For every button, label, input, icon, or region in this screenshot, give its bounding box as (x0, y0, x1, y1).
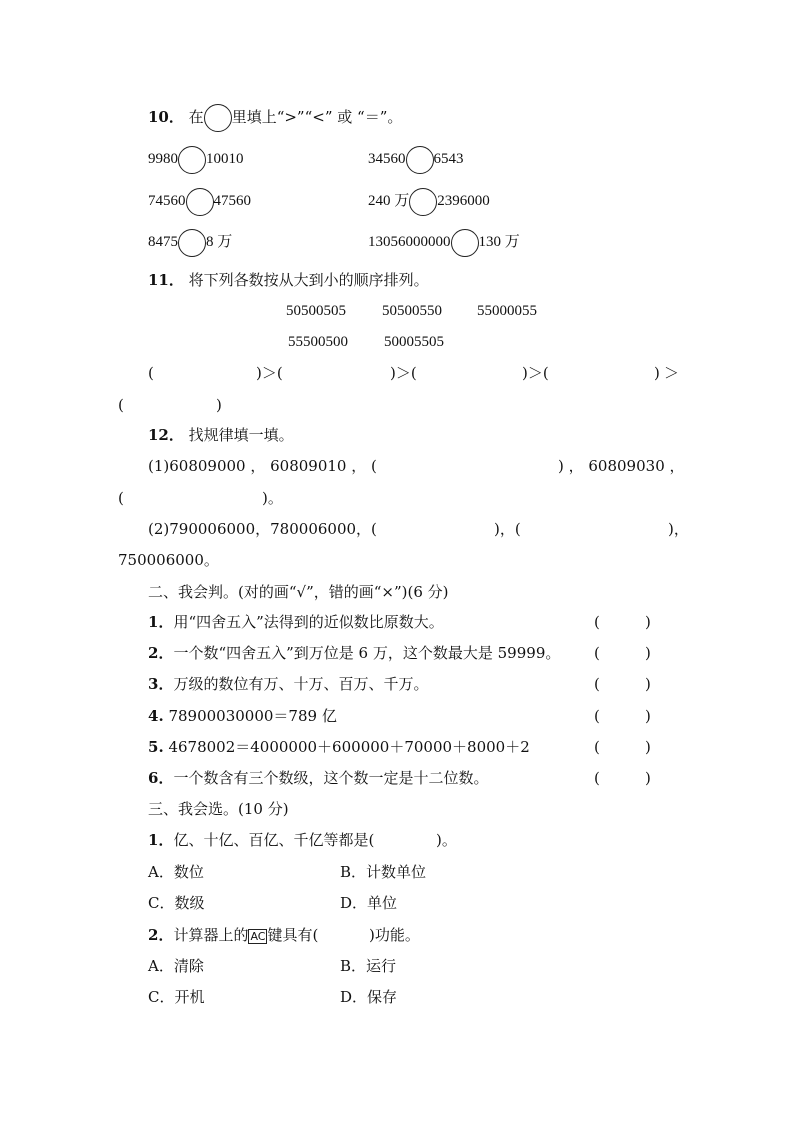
choice-option[interactable]: C．开机 (148, 988, 205, 1006)
choice-question: 2．计算器上的 AC 键具有( (148, 926, 319, 944)
compare-right: 2396000 (437, 193, 490, 209)
compare-right: 8 万 (206, 234, 233, 250)
judge-item: 3．万级的数位有万、十万、百万、千万。 (148, 675, 429, 693)
answer-paren-open[interactable]: ( (594, 769, 600, 787)
judge-item: 2．一个数“四舍五入”到万位是 6 万，这个数最大是 59999。 (148, 644, 561, 662)
q11-text: 将下列各数按从大到小的顺序排列。 (188, 271, 429, 289)
compare-right: 47560 (213, 193, 251, 209)
choice-option[interactable]: B．运行 (340, 957, 397, 975)
answer-paren-open[interactable]: ( (594, 707, 600, 725)
answer-paren-close: ) (645, 769, 651, 787)
q11-number: 11 (148, 271, 169, 289)
compare-row (148, 149, 244, 169)
judge-item: 4. 78900030000＝789 亿 (148, 707, 337, 725)
q11-prompt: 11． 将下列各数按从大到小的顺序排列。 (148, 271, 429, 289)
q12-number: 12 (148, 426, 169, 444)
judge-item: 1．用“四舍五入”法得到的近似数比原数大。 (148, 613, 444, 631)
compare-right: 10010 (206, 151, 244, 167)
q12-line1-b: ) ， 60809030 ， (558, 457, 685, 475)
choice-question: 1．亿、十亿、百亿、千亿等都是( (148, 831, 375, 849)
answer-paren-close: ) (645, 738, 651, 756)
choice-option[interactable]: D．保存 (340, 988, 398, 1006)
q12-line2-a: (2)790006000，780006000，( (148, 520, 377, 538)
ac-key-icon: AC (250, 929, 266, 943)
answer-paren-close: ) (645, 613, 651, 631)
choice-option[interactable]: B．计数单位 (340, 863, 427, 881)
blank-separator: )＞( (390, 364, 417, 382)
q12-text: 找规律填一填。 (188, 426, 294, 444)
q12-prompt: 12． 找规律填一填。 (148, 426, 294, 444)
choice-option[interactable]: C．数级 (148, 894, 205, 912)
compare-right: 130 万 (478, 234, 520, 250)
answer-paren-open[interactable]: ( (594, 675, 600, 693)
answer-paren-open[interactable]: ( (594, 613, 600, 631)
blank-close: ) (654, 364, 660, 382)
judge-item: 5. 4678002＝4000000＋600000＋70000＋8000＋2 (148, 738, 530, 756)
answer-paren-open[interactable]: ( (594, 738, 600, 756)
answer-circle[interactable] (186, 188, 214, 216)
choice-option[interactable]: A．清除 (148, 957, 204, 975)
number-item: 50500505 (286, 303, 346, 319)
answer-paren-close: ) (645, 675, 651, 693)
q12-line1-c: ( (118, 489, 124, 507)
answer-circle (204, 104, 232, 132)
compare-row (148, 191, 251, 211)
q10-number: 10 (148, 108, 169, 126)
q10-prompt-b: 里填上“>”“<” 或 “＝”。 (231, 108, 403, 126)
compare-row (368, 232, 520, 252)
q12-line1-d: )。 (262, 489, 283, 507)
answer-circle[interactable] (409, 188, 437, 216)
choice-option[interactable]: A．数位 (148, 863, 204, 881)
answer-paren-close: ) (645, 644, 651, 662)
judge-item: 6．一个数含有三个数级，这个数一定是十二位数。 (148, 769, 489, 787)
compare-row (368, 191, 490, 211)
number-item: 55000055 (477, 303, 537, 319)
compare-left: 240 万 (368, 193, 410, 209)
compare-left: 34560 (368, 151, 406, 167)
section-2-title: 二、我会判。(对的画“√”，错的画“×”)(6 分) (148, 583, 449, 601)
gt-sign: ＞ (664, 364, 680, 382)
q10-prompt-a: 在 (188, 108, 204, 126)
blank-close: ) (216, 396, 222, 414)
q12-line2-c: )， (668, 520, 689, 538)
compare-right: 6543 (433, 151, 464, 167)
compare-left: 74560 (148, 193, 186, 209)
compare-left: 9980 (148, 151, 178, 167)
answer-circle[interactable] (451, 229, 479, 257)
compare-left: 8475 (148, 234, 178, 250)
blank-separator: )＞( (256, 364, 283, 382)
answer-circle[interactable] (406, 146, 434, 174)
answer-paren-open[interactable]: ( (594, 644, 600, 662)
q12-line2-d: 750006000。 (118, 551, 219, 569)
answer-paren-close: ) (645, 707, 651, 725)
compare-left: 13056000000 (368, 234, 451, 250)
q12-line2-b: )，( (494, 520, 521, 538)
blank-separator: )＞( (522, 364, 549, 382)
choice-question-end: )。 (436, 831, 457, 849)
q12-line1-a: (1)60809000 ， 60809010 ， ( (148, 457, 377, 475)
number-item: 50005505 (384, 334, 444, 350)
q10-prompt: 10． 在 里填上“>”“<” 或 “＝”。 (148, 107, 402, 127)
compare-row (368, 149, 464, 169)
choice-option[interactable]: D．单位 (340, 894, 398, 912)
answer-circle[interactable] (178, 229, 206, 257)
compare-row (148, 232, 232, 252)
number-item: 50500550 (382, 303, 442, 319)
section-3-title: 三、我会选。(10 分) (148, 800, 289, 818)
blank-open: ( (118, 396, 124, 414)
answer-circle[interactable] (178, 146, 206, 174)
number-item: 55500500 (288, 334, 348, 350)
blank-open: ( (148, 364, 154, 382)
choice-question-end: )功能。 (369, 926, 420, 944)
